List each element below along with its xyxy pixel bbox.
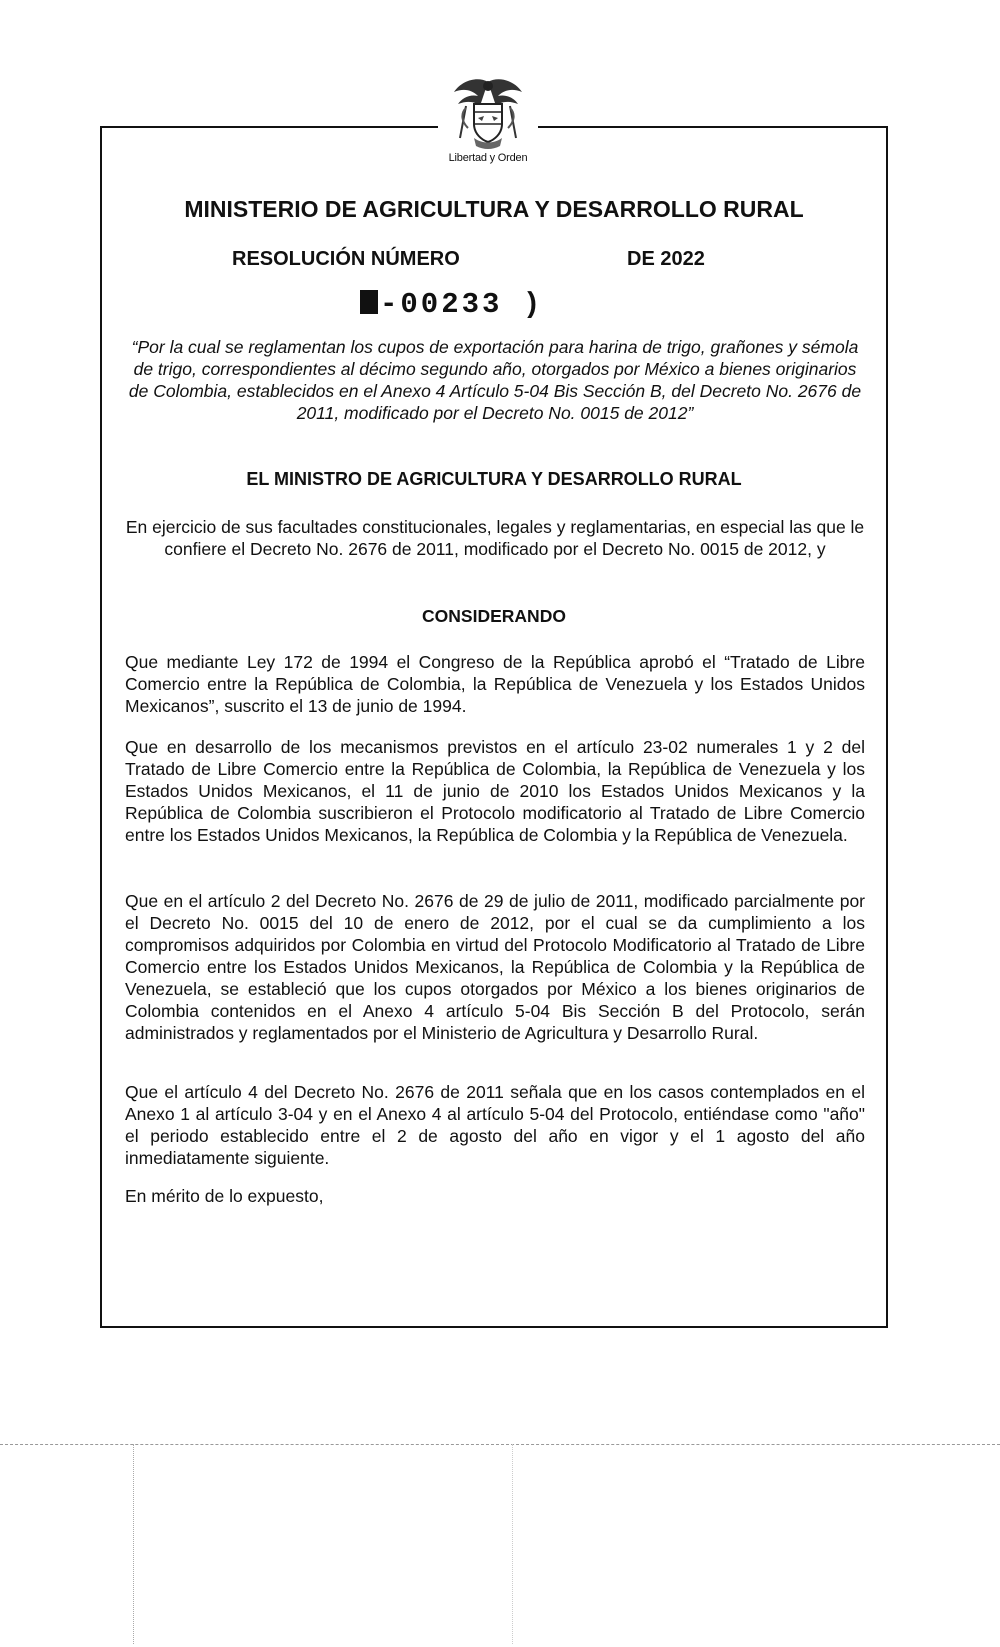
scan-artifact-line [133, 1444, 134, 1644]
considering-paragraph: Que mediante Ley 172 de 1994 el Congreso de la República aprobó el “Tratado de Libre Comercio entre la República de Colombia, la República de Venezuela y los Estados Unidos Mexicanos”, suscrito el 13 de junio de 1994. [125, 652, 865, 716]
resolution-year: DE 2022 [627, 248, 705, 270]
resolution-number-stamp [360, 288, 543, 321]
resolution-subject: “Por la cual se reglamentan los cupos de exportación para harina de trigo, grañones y sémola de trigo, correspondientes al décimo segundo año, otorgados por México a bienes originarios de Colombia, establecidos en el Anexo 4 Artículo 5-04 Bis Sección B, del Decreto No. 2676 de 2011, modificado por el Decreto No. 0015 de 2012” [128, 337, 862, 423]
stamp-blot [360, 290, 378, 314]
ministry-title: MINISTERIO DE AGRICULTURA Y DESARROLLO RURAL [184, 196, 804, 222]
minister-heading: EL MINISTRO DE AGRICULTURA Y DESARROLLO RURAL [246, 469, 742, 489]
considering-paragraph: Que el artículo 4 del Decreto No. 2676 de 2011 señala que en los casos contemplados en el Anexo 1 al artículo 3-04 y en el Anexo 4 al artículo 5-04 del Protocolo, entiéndase como "año" el periodo establecido entre el 2 de agosto del año en vigor y el 1 agosto del año inmediatamente siguiente. [125, 1082, 865, 1168]
coat-of-arms-icon [446, 74, 530, 154]
scan-artifact-line [0, 1444, 1000, 1445]
considering-paragraph: Que en desarrollo de los mecanismos previstos en el artículo 23-02 numerales 1 y 2 del Tratado de Libre Comercio entre la República de Colombia, la República de Venezuela y los Estados Unidos Mexicanos, el 11 de junio de 2010 los Estados Unidos Mexicanos y la República de Colombia suscribieron el Protocolo modificatorio al Tratado de Libre Comercio entre los Estados Unidos Mexicanos, la República de Colombia y la República de Venezuela. [125, 737, 865, 845]
considering-heading: CONSIDERANDO [422, 606, 566, 626]
considering-paragraph: Que en el artículo 2 del Decreto No. 2676 de 29 de julio de 2011, modificado parcialmente por el Decreto No. 0015 del 10 de enero de 2012, por el cual se da cumplimiento a los compromisos adquiridos por Colombia en virtud del Protocolo Modificatorio al Tratado de Libre Comercio entre los Estados Unidos Mexicanos, la República de Colombia y la República de Venezuela, se estableció que los cupos otorgados por México a los bienes originarios de Colombia contenidos en el Anexo 4 artículo 5-04 Bis Sección B del Protocolo, serán administrados y reglamentados por el Ministerio de Agricultura y Desarrollo Rural. [125, 891, 865, 1043]
seal-caption: Libertad y Orden [448, 152, 528, 164]
resolution-label: RESOLUCIÓN NÚMERO [232, 248, 460, 270]
powers-statement: En ejercicio de sus facultades constitucionales, legales y reglamentarias, en especial las que le confiere el Decreto No. 2676 de 2011, modificado por el Decreto No. 0015 de 2012, y [125, 517, 865, 559]
resolution-number: -00233 ) [380, 288, 544, 321]
closing-phrase: En mérito de lo expuesto, [125, 1186, 324, 1206]
scan-artifact-line [512, 1444, 513, 1644]
